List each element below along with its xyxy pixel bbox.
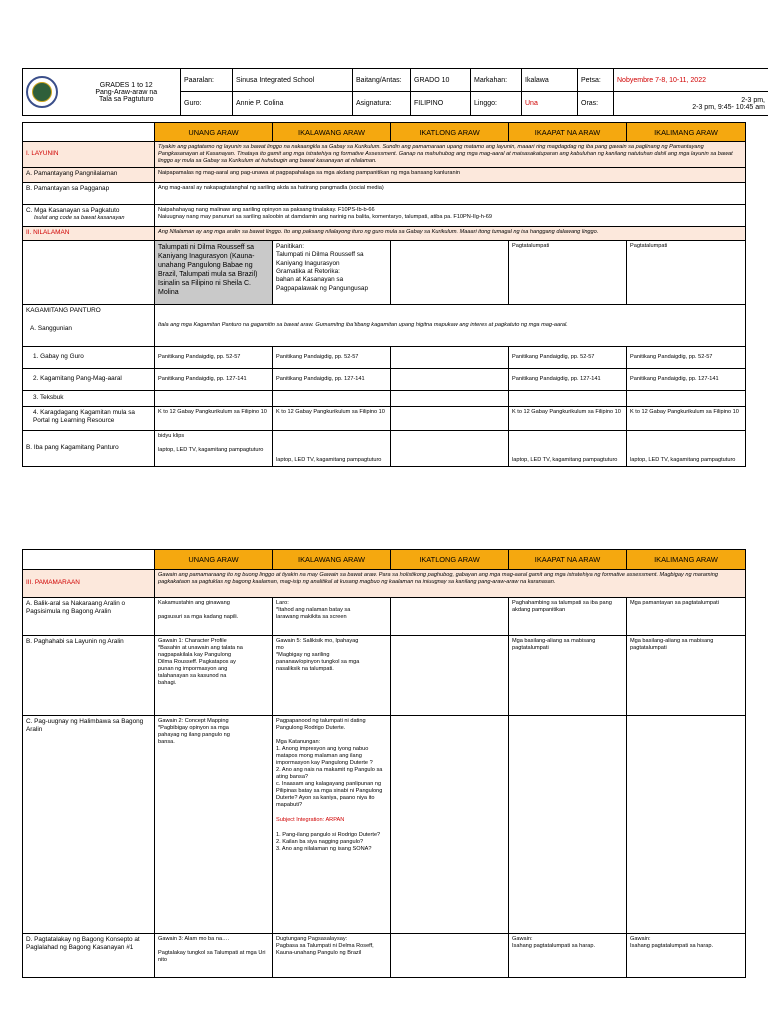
linggo-label: Linggo: xyxy=(471,92,522,116)
balik-aral-label: A. Balik-aral sa Nakaraang Aralin o Pagsisimula ng Bagong Aralin xyxy=(23,598,155,636)
corner-cell xyxy=(23,123,155,142)
pag-uugnay-day-3 xyxy=(391,716,509,934)
paaralan-value: Sinusa Integrated School xyxy=(233,69,353,92)
kasanayan-sublabel: Isulat ang code sa bawat kasanayan xyxy=(34,215,125,222)
pamamaraan-text: Gawain ang pamamaraang ito ng buong linggo at tiyakin na may Gawain sa bawat araw. Para sa holistikong paghubog, gabayan ang mga mag-aaral gamit ang mga istratehiya ng formative assessment. Magbigay ng maraming pagkakataon sa pagtuklas ng bagong kaalaman, mag-isip ng analitikal at kusang magbuo ng kaalaman na iniuugnay sa kanilang pang-araw-araw na karanasan. xyxy=(155,570,746,598)
nilalaman-label: II. NILALAMAN xyxy=(23,227,155,241)
teksbuk-day-4 xyxy=(509,391,627,407)
gabay-day-3 xyxy=(391,347,509,369)
iba-day-2: laptop, LED TV, kagamitang pampagtuturo xyxy=(273,431,391,467)
lr-day-5: K to 12 Gabay Pangkurikulum sa Filipino 10 xyxy=(627,407,746,431)
pagtatalakay-day-2: Dugtungang Pagsasalaysay: Pagbasa sa Talumpati ni Delma Roseff, Kauna-unahang Pangulo ng Brazil xyxy=(273,934,391,978)
day-4-header: IKAAPAT NA ARAW xyxy=(509,123,627,142)
subject-integration: Subject Integration: ARPAN xyxy=(276,816,345,823)
lesson-table-1 xyxy=(22,122,746,467)
pag-uugnay-label: C. Pag-uugnay ng Halimbawa sa Bagong Aralin xyxy=(23,716,155,934)
gabay-day-4: Panitikang Pandaigdig, pp. 52-57 xyxy=(509,347,627,369)
paaralan-label: Paaralan: xyxy=(181,69,233,92)
pag-uugnay-day-4 xyxy=(509,716,627,934)
day-2-header: IKALAWANG ARAW xyxy=(273,123,391,142)
pag-uugnay-day-5 xyxy=(627,716,746,934)
pag-uugnay-day-1: Gawain 2: Concept Mapping *Pagbibigay opinyon sa mga pahayag ng ilang pangulo ng bansa. xyxy=(155,716,273,934)
oras-label: Oras: xyxy=(578,92,614,116)
teksbuk-day-3 xyxy=(391,391,509,407)
mag-aaral-day-4: Panitikang Pandaigdig, pp. 127-141 xyxy=(509,369,627,391)
kasanayan-label: C. Mga Kasanayan sa Pagkatuto xyxy=(26,207,120,214)
petsa-value: Nobyembre 7-8, 10-11, 2022 xyxy=(614,69,768,92)
layunin-label: I. LAYUNIN xyxy=(23,142,155,168)
kagamitan-label: KAGAMITANG PANTURO xyxy=(26,307,101,314)
iba-day-3 xyxy=(391,431,509,467)
pamantayang-pangnilalaman-label: A. Pamantayang Pangnilalaman xyxy=(23,168,155,183)
pamamaraan-label: III. PAMAMARAAN xyxy=(23,570,155,598)
lr-day-3 xyxy=(391,407,509,431)
gabay-day-2: Panitikang Pandaigdig, pp. 52-57 xyxy=(273,347,391,369)
balik-aral-day-3 xyxy=(391,598,509,636)
pagtatalakay-label: D. Pagtatalakay ng Bagong Konsepto at Paglalahad ng Bagong Kasanayan #1 xyxy=(23,934,155,978)
balik-aral-day-4: Paghahambing sa talumpati sa iba pang akdang pampanitikan xyxy=(509,598,627,636)
day-3-header-2: IKATLONG ARAW xyxy=(391,550,509,570)
nilalaman-day-4: Pagtatalumpati xyxy=(509,241,627,305)
mag-aaral-label: 2. Kagamitang Pang-Mag-aaral xyxy=(23,369,155,391)
pag-uugnay-day-2 xyxy=(273,716,391,934)
teksbuk-day-2 xyxy=(273,391,391,407)
nilalaman-day-2: Panitikan: Talumpati ni Dilma Rousseff sa Kaniyang Inagurasyon Gramatika at Retorika: bahan at Kasanayan sa Pagpapalawak ng Pangungusap xyxy=(273,241,391,305)
oras-value: 2-3 pm, 2-3 pm, 9:45- 10:45 am xyxy=(614,92,768,116)
lr-portal-label: 4. Karagdagang Kagamitan mula sa Portal ng Learning Resource xyxy=(23,407,155,431)
day-3-header: IKATLONG ARAW xyxy=(391,123,509,142)
balik-aral-day-1: Kakamustahin ang ginawang pagsusuri sa mga kadang napili. xyxy=(155,598,273,636)
iba-day-4: laptop, LED TV, kagamitang pampagtuturo xyxy=(509,431,627,467)
paghahabi-day-5: Mga basilang-aliang sa mabisang pagtatalumpati xyxy=(627,636,746,716)
pamantayan-pagganap-label: B. Pamantayan sa Pagganap xyxy=(23,183,155,205)
pag-uugnay-questions: Pagpapanood ng talumpati ni dating Pangulong Rodrigo Duterte. Mga Katanungan: 1. Anong impresyon ang iyong nabuo matapos mong malaman ang ilang impormasyon kay Pangulong Duterte ? 2. Ano ang nais na makamit ng Pangulo sa ating bansa? c. Inaasam ang kalagayang panlipunan ng Pilipinas batay sa mga sinabi ni Pangulong Duterte? Ayon sa kaniya, paano niya ito mapabuti? xyxy=(276,718,383,808)
nilalaman-blank xyxy=(23,241,155,305)
asignatura-label: Asignatura: xyxy=(353,92,411,116)
paghahabi-day-4: Mga basilang-aliang sa mabisang pagtatalumpati xyxy=(509,636,627,716)
mag-aaral-day-5: Panitikang Pandaigdig, pp. 127-141 xyxy=(627,369,746,391)
deped-seal-icon xyxy=(26,76,58,108)
kasanayan-label-cell xyxy=(23,205,155,227)
paghahabi-day-1: Gawain 1: Character Profile *Basahin at unawain ang talata na nagpapakilala kay Pangulong Dilma Rousseff. Pagkatapos ay punan ng impormasyon ang talahanayan sa kasunod na bahagi. xyxy=(155,636,273,716)
kagamitan-text: Itala ang mga Kagamitan Panturo na gagamitin sa bawat araw. Gumamitng iba’tibang kagamitan upang higitna mapukaw ang interes at pagkatuto ng mga mag-aaral. xyxy=(155,305,746,347)
gabay-day-1: Panitikang Pandaigdig, pp. 52-57 xyxy=(155,347,273,369)
markahan-label: Markahan: xyxy=(471,69,522,92)
pagtatalakay-day-4: Gawain: Isahang pagtatalumpati sa harap. xyxy=(509,934,627,978)
day-1-header: UNANG ARAW xyxy=(155,123,273,142)
teksbuk-label: 3. Teksbuk xyxy=(23,391,155,407)
lr-day-2: K to 12 Gabay Pangkurikulum sa Filipino 10 xyxy=(273,407,391,431)
day-4-header-2: IKAAPAT NA ARAW xyxy=(509,550,627,570)
pagtatalakay-day-3 xyxy=(391,934,509,978)
kasanayan-text: Naipahahayag nang malinaw ang sariling opinyon sa paksang tinalakay. F10PS-Ib-b-66 Naiuugnay nang may panunuri sa sariling saloobin at damdamin ang narinig na balita, komentaryo, talumpati, atiba pa. F10PN-IIg-h-69 xyxy=(155,205,746,227)
guro-value: Annie P. Colina xyxy=(233,92,353,116)
balik-aral-day-5: Mga pamantayan sa pagtatalumpati xyxy=(627,598,746,636)
nilalaman-day-1: Talumpati ni Dilma Rousseff sa Kaniyang Inagurasyon (Kauna-unahang Pangulong Babae ng Brazil, Talumpati mula sa Brazil) Isinalin sa Filipino ni Sheila C. Molina xyxy=(155,241,273,305)
day-1-header-2: UNANG ARAW xyxy=(155,550,273,570)
markahan-value: Ikalawa xyxy=(522,69,578,92)
gabay-label: 1. Gabay ng Guro xyxy=(23,347,155,369)
baitang-label: Baitang/Antas: xyxy=(353,69,411,92)
mag-aaral-day-2: Panitikang Pandaigdig, pp. 127-141 xyxy=(273,369,391,391)
baitang-value: GRADO 10 xyxy=(411,69,471,92)
kagamitan-label-cell xyxy=(23,305,155,347)
pamantayang-pangnilalaman-text: Naipapamalas ng mag-aaral ang pag-unawa at pagpapahalaga sa mga akdang pampanitikan ng mga bansang kanluranin xyxy=(155,168,746,183)
sanggunian-label: A. Sanggunian xyxy=(30,325,72,333)
header-table xyxy=(22,68,768,116)
day-5-header: IKALIMANG ARAW xyxy=(627,123,746,142)
nilalaman-day-5: Pagtatalumpati xyxy=(627,241,746,305)
paghahabi-day-3 xyxy=(391,636,509,716)
paghahabi-day-2: Gawain 5: Salikisik mo, Ipahayag mo *Magbigay ng sariling pananaw/opinyon tungkol sa mga nasaliksik na talumpati. xyxy=(273,636,391,716)
corner-cell-2 xyxy=(23,550,155,570)
iba-day-5: laptop, LED TV, kagamitang pampagtuturo xyxy=(627,431,746,467)
mag-aaral-day-3 xyxy=(391,369,509,391)
pagtatalakay-day-5: Gawain: Isahang pagtatalumpati sa harap. xyxy=(627,934,746,978)
arpan-questions: 1. Pang-ilang pangulo si Rodrigo Duterte? 2. Kailan ba siya nagging pangulo? 3. Ano ang nilalaman ng isang SONA? xyxy=(276,831,381,852)
balik-aral-day-2: Laro: *Itahod ang nalaman batay sa larawang makikita sa screen xyxy=(273,598,391,636)
day-5-header-2: IKALIMANG ARAW xyxy=(627,550,746,570)
logo-cell xyxy=(23,69,73,116)
lr-day-4: K to 12 Gabay Pangkurikulum sa Filipino 10 xyxy=(509,407,627,431)
paghahabi-label: B. Paghahabi sa Layunin ng Aralin xyxy=(23,636,155,716)
pamantayan-pagganap-text: Ang mag-aaral ay nakapagtatanghal ng sariling akda sa hatirang pangmadla (social media) xyxy=(155,183,746,205)
iba-day-1: bidyu klips laptop, LED TV, kagamitang pampagtuturo xyxy=(155,431,273,467)
nilalaman-text: Ang Nilalaman ay ang mga aralin sa bawat linggo. Ito ang paksang nilalayong ituro ng guro mula sa Gabay sa Kurikulum. Maaari itong tumagal ng isa hanggang dalawang linggo. xyxy=(155,227,746,241)
mag-aaral-day-1: Panitikang Pandaigdig, pp. 127-141 xyxy=(155,369,273,391)
iba-pang-kagamitan-label: B. Iba pang Kagamitang Panturo xyxy=(23,431,155,467)
linggo-value: Una xyxy=(522,92,578,116)
petsa-label: Petsa: xyxy=(578,69,614,92)
pagtatalakay-day-1: Gawain 3: Alam mo ba na…. Pagtalakay tungkol sa Talumpati at mga Uri nito xyxy=(155,934,273,978)
lesson-table-2 xyxy=(22,549,746,978)
gabay-day-5: Panitikang Pandaigdig, pp. 52-57 xyxy=(627,347,746,369)
form-title: GRADES 1 to 12 Pang-Araw-araw na Tala sa Pagtuturo xyxy=(73,69,181,116)
day-2-header-2: IKALAWANG ARAW xyxy=(273,550,391,570)
lr-day-1: K to 12 Gabay Pangkurikulum sa Filipino 10 xyxy=(155,407,273,431)
guro-label: Guro: xyxy=(181,92,233,116)
layunin-text: Tiyakin ang pagtatamo ng layunin sa bawat linggo na nakaangkla sa Gabay sa Kurikulum. Sundin ang pamamaraan upang matamo ang layunin, maaari ring magdagdag ng iba pang gawain sa paglinang ng Pamantayang Pangkasanayan at Kasanayan. Tinataya ito gamit ang mga istratehiya ng formative Assessment. Ganap na mahuhubog ang mga mag-aaral at maisasakatuparan ang kabuluhan ng kanilang natutuhan dahil ang mga layunin sa bawat linggo ay mula sa Gabay sa Kurikulum at huhubugin ang bawat kasanayan at nilalaman. xyxy=(155,142,746,168)
teksbuk-day-5 xyxy=(627,391,746,407)
asignatura-value: FILIPINO xyxy=(411,92,471,116)
teksbuk-day-1 xyxy=(155,391,273,407)
nilalaman-day-3 xyxy=(391,241,509,305)
